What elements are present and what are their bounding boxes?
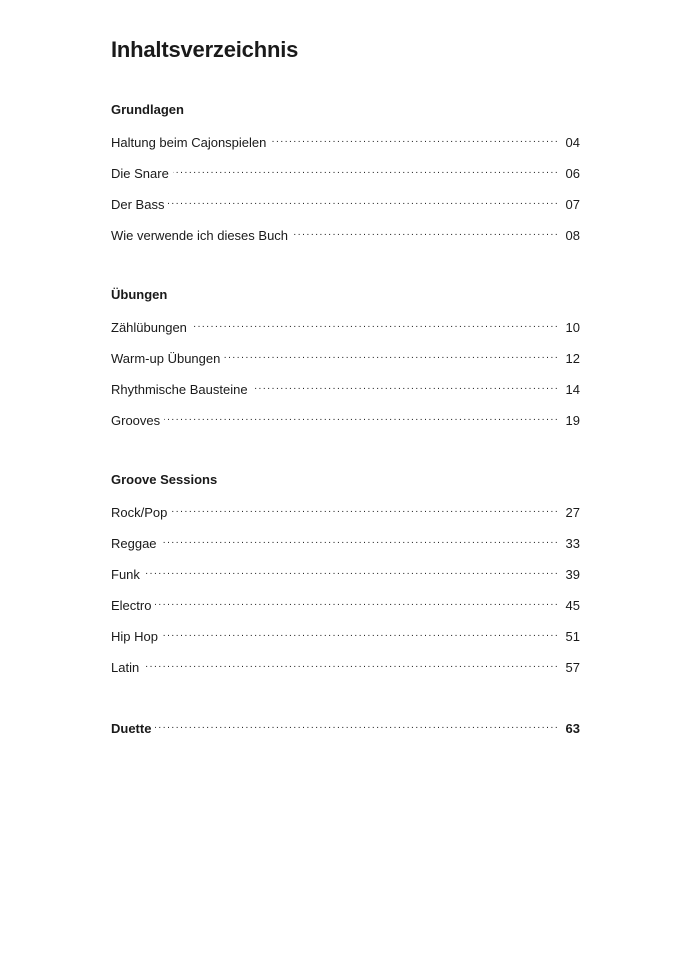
toc-entry[interactable] xyxy=(111,627,580,645)
toc-entry-page: 39 xyxy=(565,567,580,582)
toc-entry-page: 10 xyxy=(565,320,580,335)
toc-entry-page: 04 xyxy=(565,135,580,150)
toc-entry[interactable] xyxy=(111,164,580,182)
toc-entry-title: Rock/Pop xyxy=(111,505,168,520)
dot-leader xyxy=(162,627,557,641)
section-heading-grundlagen: Grundlagen xyxy=(111,102,184,117)
toc-entry-page: 57 xyxy=(565,660,580,675)
toc-entry-page: 12 xyxy=(565,351,580,366)
toc-entry-title: Duette xyxy=(111,721,152,736)
toc-entry-title: Die Snare xyxy=(111,166,169,181)
toc-entry[interactable] xyxy=(111,318,580,336)
toc-entry-title: Der Bass xyxy=(111,197,165,212)
dot-leader xyxy=(155,596,557,610)
toc-entry[interactable] xyxy=(111,596,580,614)
dot-leader xyxy=(171,503,557,517)
toc-entry-title: Zählübungen xyxy=(111,320,187,335)
toc-entry[interactable] xyxy=(111,411,580,429)
toc-entry-page: 06 xyxy=(565,166,580,181)
toc-entry[interactable] xyxy=(111,349,580,367)
toc-entry-page: 07 xyxy=(565,197,580,212)
toc-entry[interactable] xyxy=(111,226,580,244)
dot-leader xyxy=(144,565,557,579)
toc-entry-page: 27 xyxy=(565,505,580,520)
toc-entry[interactable] xyxy=(111,133,580,151)
dot-leader xyxy=(161,534,557,548)
dot-leader xyxy=(173,164,557,178)
toc-entry-title: Funk xyxy=(111,567,140,582)
toc-entry-title: Electro xyxy=(111,598,152,613)
dot-leader xyxy=(224,349,557,363)
toc-entry[interactable] xyxy=(111,195,580,213)
toc-entry[interactable] xyxy=(111,380,580,398)
toc-entry[interactable] xyxy=(111,658,580,676)
toc-entry-title: Haltung beim Cajonspielen xyxy=(111,135,267,150)
toc-entry-page: 63 xyxy=(565,721,580,736)
toc-entry[interactable] xyxy=(111,565,580,583)
toc-entry-title: Reggae xyxy=(111,536,157,551)
toc-entry-title: Latin xyxy=(111,660,140,675)
dot-leader xyxy=(164,411,557,425)
toc-entry[interactable] xyxy=(111,534,580,552)
toc-entry-title: Grooves xyxy=(111,413,161,428)
dot-leader xyxy=(191,318,557,332)
toc-entry-page: 14 xyxy=(565,382,580,397)
dot-leader xyxy=(168,195,557,209)
toc-entry-page: 51 xyxy=(565,629,580,644)
toc-entry-title: Wie verwende ich dieses Buch xyxy=(111,228,289,243)
toc-entry-title: Rhythmische Bausteine xyxy=(111,382,248,397)
toc-entry[interactable] xyxy=(111,503,580,521)
toc-entry-page: 19 xyxy=(565,413,580,428)
toc-entry-page: 45 xyxy=(565,598,580,613)
toc-entry-title: Warm-up Übungen xyxy=(111,351,221,366)
section-heading-uebungen: Übungen xyxy=(111,287,168,302)
dot-leader xyxy=(270,133,557,147)
dot-leader xyxy=(292,226,557,240)
toc-entry-duette[interactable] xyxy=(111,719,580,737)
dot-leader xyxy=(155,719,557,733)
toc-entry-title: Hip Hop xyxy=(111,629,158,644)
toc-entry-page: 33 xyxy=(565,536,580,551)
section-heading-groove-sessions: Groove Sessions xyxy=(111,472,218,487)
page-title: Inhaltsverzeichnis xyxy=(111,37,299,62)
dot-leader xyxy=(252,380,557,394)
toc-entry-page: 08 xyxy=(565,228,580,243)
dot-leader xyxy=(143,658,557,672)
